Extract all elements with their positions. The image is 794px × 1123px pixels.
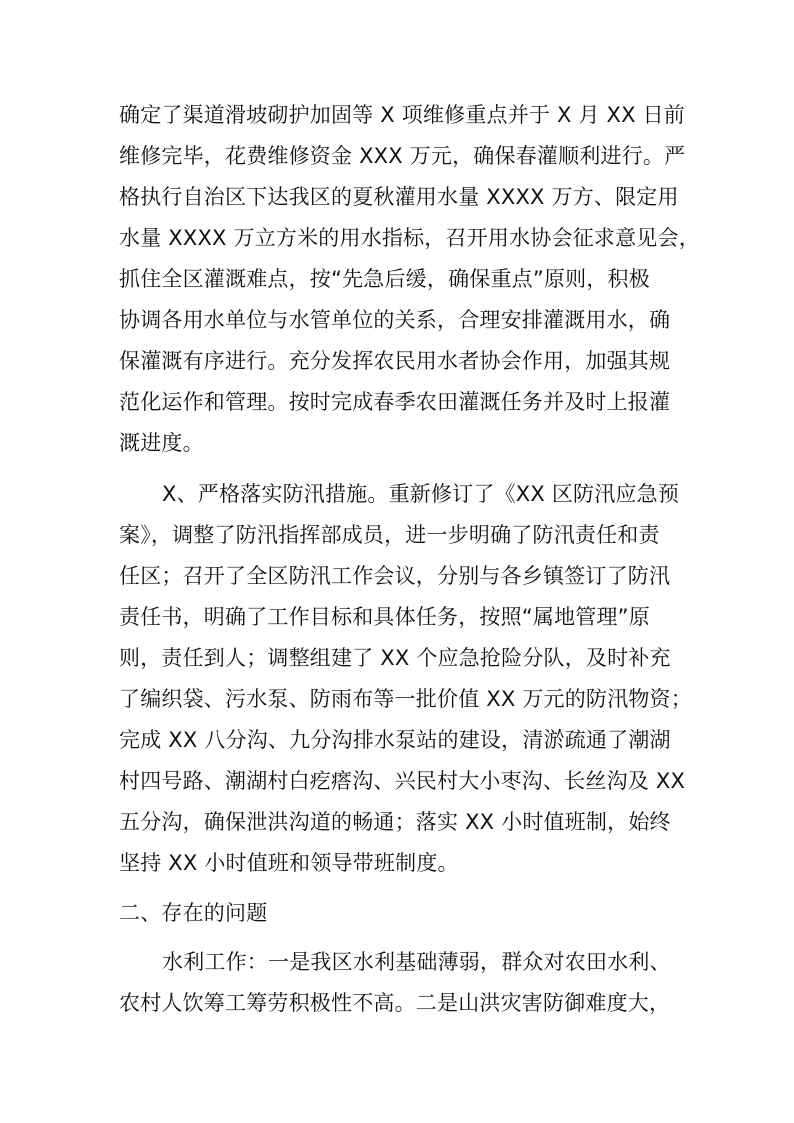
text-line: 水量 XXXX 万立方米的用水指标，召开用水协会征求意见会，	[119, 226, 700, 250]
text-line: 责任书，明确了工作目标和具体任务，按照“属地管理”原	[119, 605, 650, 629]
text-line: 协调各用水单位与水管单位的关系，合理安排灌溉用水，确	[119, 308, 671, 332]
text-line: 五分沟，确保泄洪沟道的畅通；落实 XX 小时值班制，始终	[119, 810, 671, 834]
text-line: 案》，调整了防汛指挥部成员，进一步明确了防汛责任和责	[119, 523, 660, 547]
text-line: 了编织袋、污水泵、防雨布等一批价值 XX 万元的防汛物资；	[119, 687, 692, 711]
section-heading: 二、存在的问题	[119, 901, 268, 925]
text-line: 坚持 XX 小时值班和领导带班制度。	[119, 851, 459, 875]
text-line: 维修完毕，花费维修资金 XXX 万元，确保春灌顺利进行。严	[119, 144, 686, 168]
text-line: 村四号路、潮湖村白疙瘩沟、兴民村大小枣沟、长丝沟及 XX	[119, 769, 686, 793]
paragraph-start: X、严格落实防汛措施。重新修订了《XX 区防汛应急预	[162, 482, 680, 506]
text-line: 溉进度。	[119, 431, 204, 455]
text-line: 范化运作和管理。按时完成春季农田灌溉任务并及时上报灌	[119, 390, 671, 414]
paragraph-start: 水利工作：一是我区水利基础薄弱，群众对农田水利、	[162, 950, 671, 974]
text-line: 确定了渠道滑坡砌护加固等 X 项维修重点并于 X 月 XX 日前	[119, 103, 685, 127]
text-line: 则，责任到人；调整组建了 XX 个应急抢险分队，及时补充	[119, 646, 671, 670]
text-line: 农村人饮筹工筹劳积极性不高。二是山洪灾害防御难度大，	[119, 991, 671, 1015]
text-line: 保灌溉有序进行。充分发挥农民用水者协会作用，加强其规	[119, 349, 671, 373]
text-line: 任区；召开了全区防汛工作会议，分别与各乡镇签订了防汛	[119, 564, 671, 588]
text-line: 完成 XX 八分沟、九分沟排水泵站的建设，清淤疏通了潮湖	[119, 728, 671, 752]
text-line: 抓住全区灌溉难点，按“先急后缓，确保重点”原则，积极	[119, 267, 650, 291]
text-line: 格执行自治区下达我区的夏秋灌用水量 XXXX 万方、限定用	[119, 185, 679, 209]
